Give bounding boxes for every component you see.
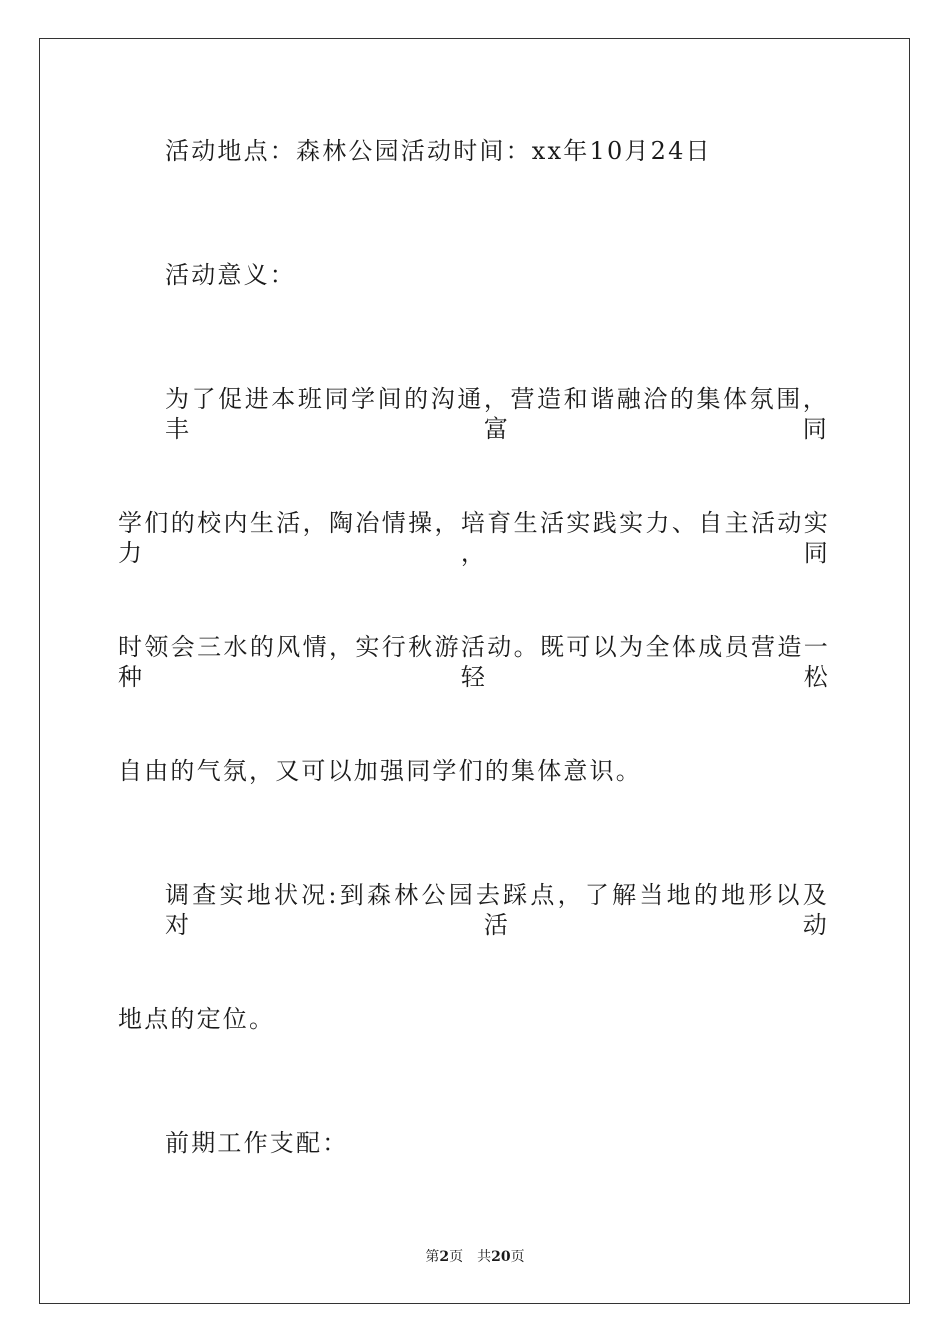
footer-page-suffix: 页	[449, 1249, 464, 1265]
paragraph-significance-line-4: 自由的气氛，又可以加强同学们的集体意识。	[118, 757, 642, 785]
footer-total-prefix: 共	[477, 1249, 492, 1265]
paragraph-preparation-heading: 前期工作支配：	[165, 1129, 349, 1157]
paragraph-location-time: 活动地点：森林公园活动时间：xx年10月24日	[165, 137, 712, 165]
paragraph-significance-line-1: 为了促进本班同学间的沟通，营造和谐融洽的集体氛围，丰富同	[165, 385, 829, 443]
paragraph-significance-line-3: 时领会三水的风情，实行秋游活动。既可以为全体成员营造一种轻松	[118, 633, 830, 691]
footer-page-number: 2	[439, 1249, 450, 1265]
paragraph-survey-line-1: 调查实地状况:到森林公园去踩点，了解当地的地形以及对活动	[165, 881, 829, 939]
paragraph-significance-line-2: 学们的校内生活，陶冶情操，培育生活实践实力、自主活动实力，同	[118, 509, 830, 567]
paragraph-significance-heading: 活动意义：	[165, 261, 296, 289]
footer-total-pages: 20	[491, 1249, 511, 1265]
page-footer	[0, 1247, 950, 1267]
footer-total-suffix: 页	[510, 1249, 525, 1265]
paragraph-survey-line-2: 地点的定位。	[118, 1005, 276, 1033]
footer-page-prefix: 第	[425, 1249, 440, 1265]
